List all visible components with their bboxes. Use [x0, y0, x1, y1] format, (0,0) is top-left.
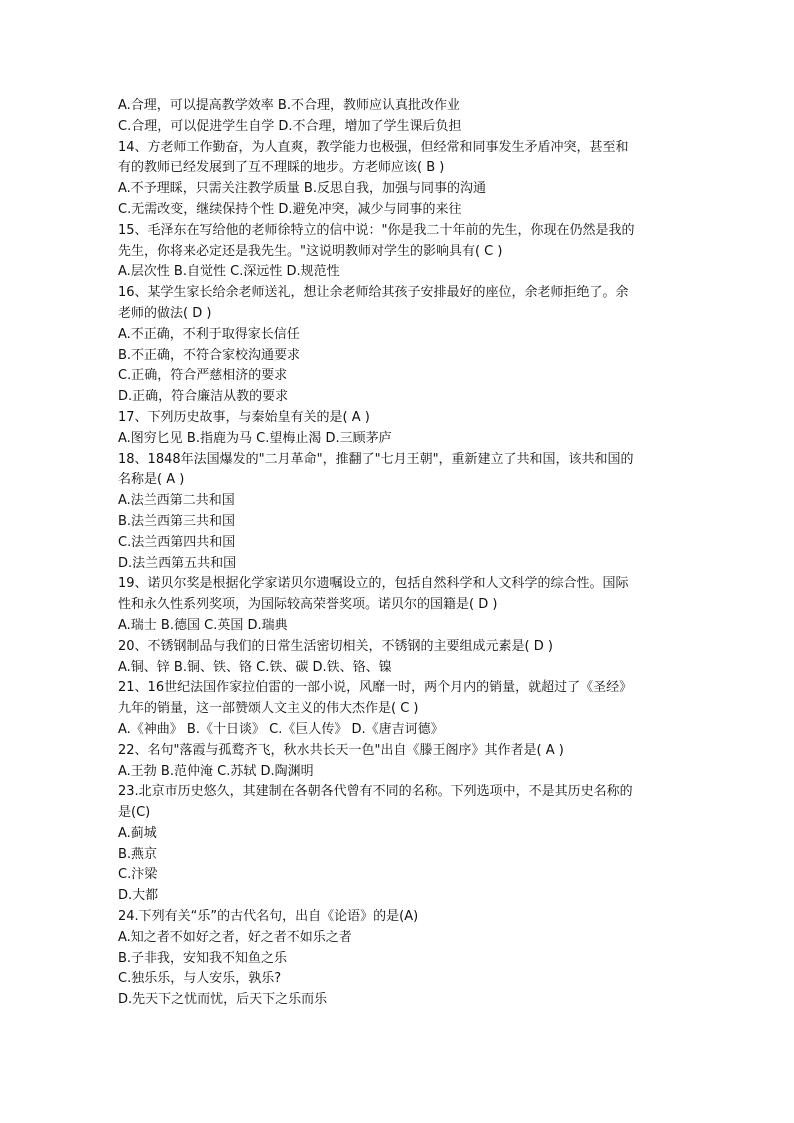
document-body: [118, 96, 678, 1011]
question-18-option: C.法兰西第四共和国: [118, 534, 236, 550]
question-14-options: C.无需改变，继续保持个性 D.避免冲突，减少与同事的来往: [118, 201, 462, 217]
question-18-stem: 名称是( A ): [118, 472, 185, 488]
question-19-stem: 性和永久性系列奖项，为国际较高荣誉奖项。诺贝尔的国籍是( D ): [118, 597, 498, 613]
question-14-options: A.不予理睬，只需关注教学质量 B.反思自我，加强与同事的沟通: [118, 181, 486, 197]
question-15-options: A.层次性 B.自觉性 C.深远性 D.规范性: [118, 264, 340, 280]
question-16-stem: 16、某学生家长给余老师送礼，想让余老师给其孩子安排最好的座位，余老师拒绝了。余: [118, 285, 629, 301]
text-line: C.合理，可以促进学生自学 D.不合理，增加了学生课后负担: [118, 118, 462, 134]
question-24-option: A.知之者不如好之者，好之者不如乐之者: [118, 929, 352, 945]
question-24-stem: 24.下列有关“乐”的古代名句，出自《论语》的是(A): [118, 909, 419, 925]
question-23-option: B.燕京: [118, 846, 158, 862]
question-18-option: A.法兰西第二共和国: [118, 493, 235, 509]
question-16-option: D.正确，符合廉洁从教的要求: [118, 389, 289, 405]
question-20-stem: 20、不锈钢制品与我们的日常生活密切相关，不锈钢的主要组成元素是( D ): [118, 638, 553, 654]
question-24-option: D.先天下之忧而忧，后天下之乐而乐: [118, 992, 328, 1008]
question-16-option: C.正确，符合严慈相济的要求: [118, 368, 288, 384]
question-18-option: D.法兰西第五共和国: [118, 555, 237, 571]
question-17-options: A.图穷匕见 B.指鹿为马 C.望梅止渴 D.三顾茅庐: [118, 430, 392, 446]
question-23-option: A.蓟城: [118, 825, 157, 841]
question-15-stem: 15、毛泽东在写给他的老师徐特立的信中说："你是我二十年前的先生，你现在仍然是我的: [118, 222, 635, 238]
question-24-option: C.独乐乐，与人安乐，孰乐?: [118, 971, 282, 987]
question-23-stem: 23.北京市历史悠久，其建制在各朝各代曾有不同的名称。下列选项中，不是其历史名称的: [118, 784, 633, 800]
question-23-option: D.大都: [118, 888, 159, 904]
question-19-stem: 19、诺贝尔奖是根据化学家诺贝尔遗嘱设立的，包括自然科学和人文科学的综合性。国际: [118, 576, 629, 592]
question-18-stem: 18、1848年法国爆发的"二月革命"，推翻了"七月王朝"，重新建立了共和国，该共和国的: [118, 451, 634, 467]
question-16-option: B.不正确，不符合家校沟通要求: [118, 347, 301, 363]
question-22-stem: 22、名句"落霞与孤鹜齐飞，秋水共长天一色"出自《滕王阁序》其作者是( A ): [118, 742, 564, 758]
question-18-option: B.法兰西第三共和国: [118, 513, 236, 529]
question-23-option: C.汴梁: [118, 867, 158, 883]
question-22-options: A.王勃 B.范仲淹 C.苏轼 D.陶渊明: [118, 763, 314, 779]
question-14-stem: 14、方老师工作勤奋，为人直爽，教学能力也极强，但经常和同事发生矛盾冲突，甚至和: [118, 139, 629, 155]
question-21-options: A.《神曲》 B.《十日谈》 C.《巨人传》 D.《唐吉诃德》: [118, 721, 444, 737]
text-line: A.合理，可以提高教学效率 B.不合理，教师应认真批改作业: [118, 98, 460, 113]
question-16-stem: 老师的做法( D ): [118, 305, 212, 321]
question-14-stem: 有的教师已经发展到了互不理睬的地步。方老师应该( B ): [118, 160, 445, 176]
question-20-options: A.铜、锌 B.铜、铁、铬 C.铁、碳 D.铁、铬、镍: [118, 659, 392, 675]
question-15-stem: 先生，你将来必定还是我先生。"这说明教师对学生的影响具有( C ): [118, 243, 503, 259]
question-17-stem: 17、下列历史故事，与秦始皇有关的是( A ): [118, 409, 370, 425]
question-19-options: A.瑞士 B.德国 C.英国 D.瑞典: [118, 617, 288, 633]
question-16-option: A.不正确，不利于取得家长信任: [118, 326, 300, 342]
question-21-stem: 九年的销量，这一部赞颂人文主义的伟大杰作是( C ): [118, 701, 419, 717]
question-21-stem: 21、16世纪法国作家拉伯雷的一部小说，风靡一时，两个月内的销量，就超过了《圣经》: [118, 680, 633, 696]
question-23-stem: 是(C): [118, 805, 151, 821]
question-24-option: B.子非我，安知我不知鱼之乐: [118, 950, 288, 966]
